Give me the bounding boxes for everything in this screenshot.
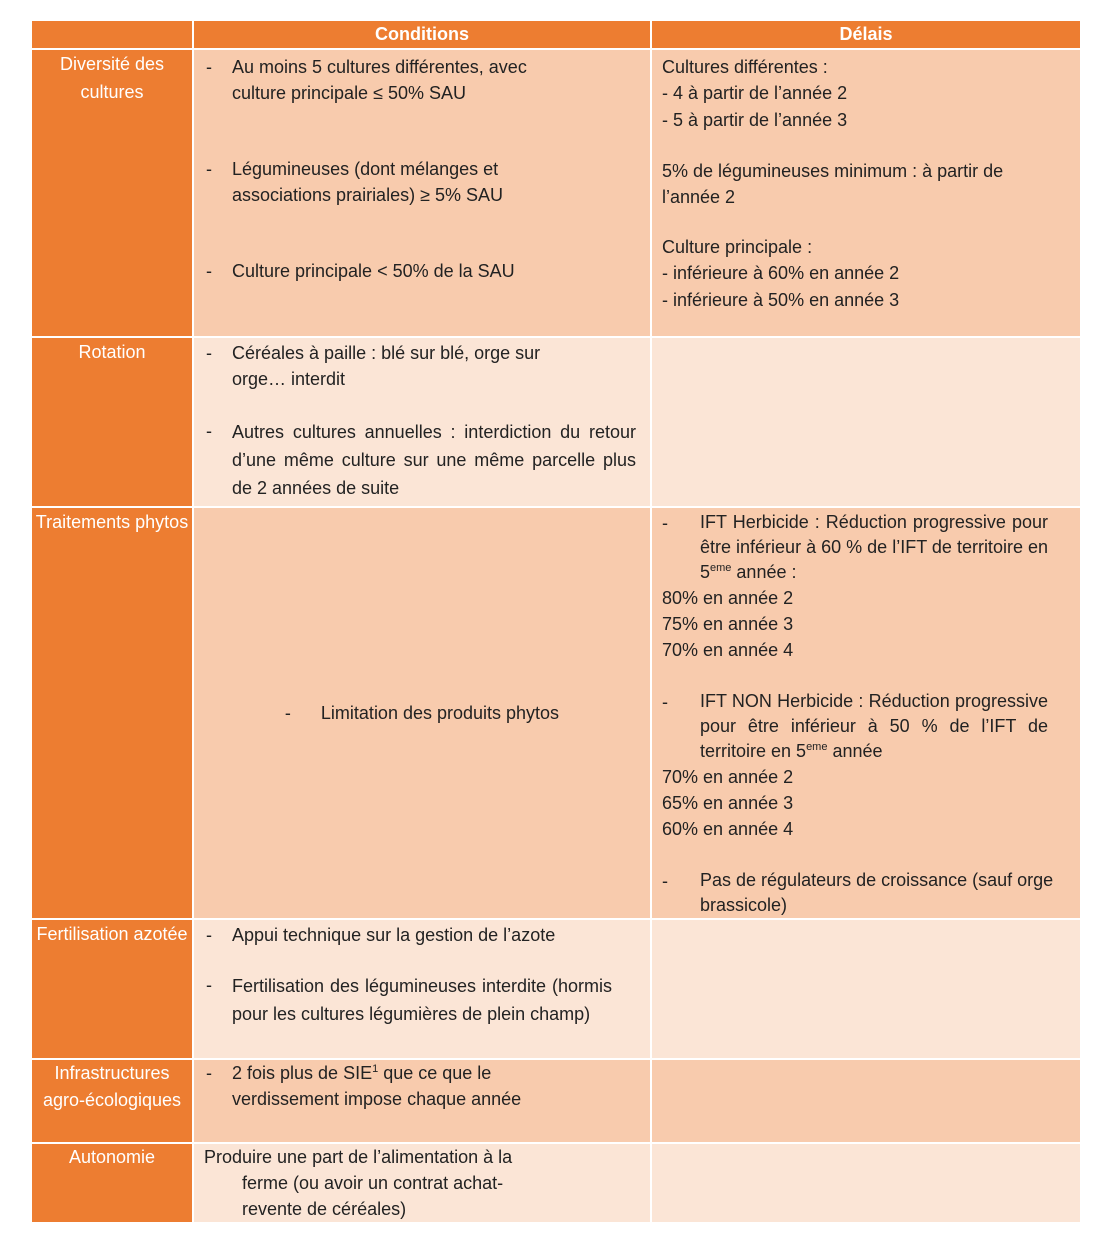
conditions-table (30, 19, 1082, 1224)
condition-item: - Culture principale < 50% de la SAU (206, 261, 515, 281)
row-diversite (31, 49, 1081, 337)
row-fertilisation (31, 919, 1081, 1059)
header-delais: Délais (651, 20, 1081, 49)
delai-item: - IFT Herbicide : Réduction progressive pour être inférieur à 60 % de l’IFT de territoire en 5eme année : (662, 512, 1048, 582)
row-infrastructures (31, 1059, 1081, 1143)
row-label-rotation: Rotation (31, 337, 193, 507)
row-label-fertilisation: Fertilisation azotée (31, 919, 193, 1059)
row-label-phytos: Traitements phytos (31, 507, 193, 919)
conditions-phytos (193, 507, 651, 919)
condition-item: - Limitation des produits phytos (284, 703, 560, 723)
delais-diversite: Cultures différentes : - 4 à partir de l’année 2 - 5 à partir de l’année 3 5% de légumineuses minimum : à partir de l’année 2 Culture principale : - inférieure à 60% en année 2 - inférieure à 50% en année 3 (651, 49, 1081, 337)
row-rotation (31, 337, 1081, 507)
row-label-diversite: Diversité des cultures (31, 49, 193, 337)
conditions-infrastructures (193, 1059, 651, 1143)
conditions-rotation (193, 337, 651, 507)
row-label-infrastructures: Infrastructures agro-écologiques (31, 1059, 193, 1143)
delais-infrastructures (651, 1059, 1081, 1143)
header-blank (31, 20, 193, 49)
condition-item: - Appui technique sur la gestion de l’azote (206, 925, 556, 945)
delais-fertilisation (651, 919, 1081, 1059)
condition-item: - Légumineuses (dont mélanges et associations prairiales) ≥ 5% SAU (206, 159, 503, 205)
conditions-autonomie: Produire une part de l’alimentation à la ferme (ou avoir un contrat achat-revente de céréales) (193, 1143, 651, 1223)
row-label-autonomie: Autonomie (31, 1143, 193, 1223)
delais-rotation (651, 337, 1081, 507)
row-autonomie (31, 1143, 1081, 1223)
delai-item: - Pas de régulateurs de croissance (sauf orge brassicole) (662, 870, 1054, 915)
condition-item: - Au moins 5 cultures différentes, avec culture principale ≤ 50% SAU (206, 57, 527, 103)
delais-phytos: - IFT Herbicide : Réduction progressive pour être inférieur à 60 % de l’IFT de territoire en 5eme année : 80% en année 2 75% en année 3 70% en année 4 - IFT NON Herbicide : Réduction progressive pour être inférieur à 50 % de l’IFT de territoire en 5eme année 70% en année 2 65% en année 3 60% en année 4 - Pas de régulateurs de croissance (sauf orge brassicole) (651, 507, 1081, 919)
conditions-fertilisation (193, 919, 651, 1059)
delai-item: - IFT NON Herbicide : Réduction progressive pour être inférieur à 50 % de l’IFT de territoire en 5eme année (662, 691, 1048, 761)
header-conditions: Conditions (193, 20, 651, 49)
row-phytos (31, 507, 1081, 919)
condition-item: - Céréales à paille : blé sur blé, orge sur orge… interdit (206, 343, 541, 389)
conditions-diversite (193, 49, 651, 337)
condition-item: - 2 fois plus de SIE$^1$ que ce que le verdissement impose chaque année (206, 1063, 522, 1109)
header-row (31, 20, 1081, 49)
delais-autonomie (651, 1143, 1081, 1223)
condition-item: - Autres cultures annuelles : interdiction du retour d’une même culture sur une même parcelle plus de 2 années de suite (206, 421, 636, 498)
condition-item: - Fertilisation des légumineuses interdite (hormis pour les cultures légumières de plein champ) (206, 975, 612, 1024)
